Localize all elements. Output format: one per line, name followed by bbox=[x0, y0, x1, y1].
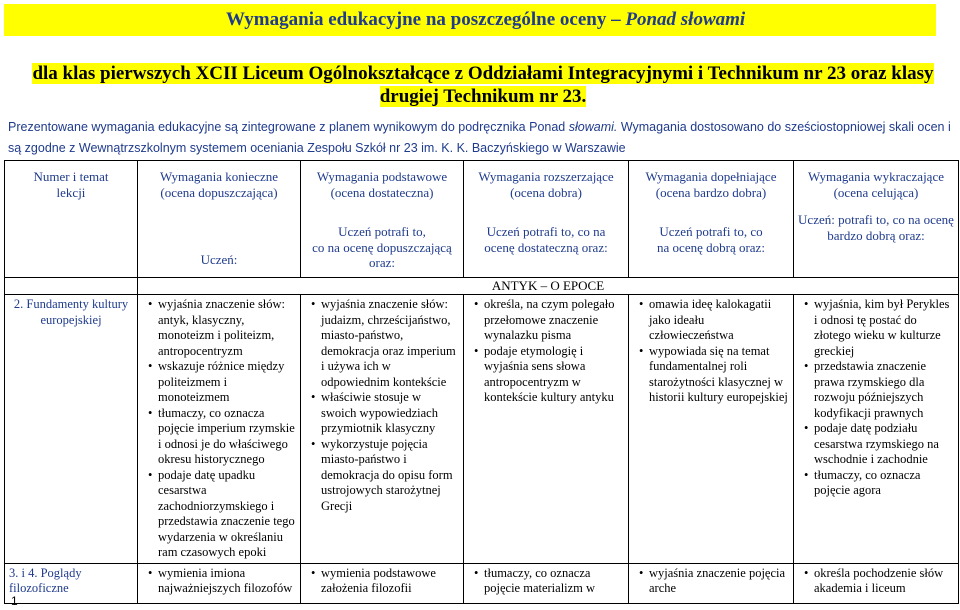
list-item: • tłumaczy, co oznacza pojęcie agora bbox=[806, 468, 954, 499]
header-line: (ocena dobra) bbox=[510, 184, 582, 200]
header-line: (ocena celująca) bbox=[833, 184, 919, 200]
header-line: ocenę dostateczną oraz: bbox=[484, 239, 608, 255]
header-line: Uczeń potrafi to, co na bbox=[486, 224, 606, 239]
header-required bbox=[138, 161, 301, 278]
lesson-title: 2. Fundamenty kultury europejskiej bbox=[5, 295, 138, 564]
lesson-title: 3. i 4. Poglądy filozoficzne bbox=[5, 563, 138, 603]
list-item: • wymienia imiona najważniejszych filozofów bbox=[150, 566, 296, 597]
header-line: na ocenę dobrą oraz: bbox=[657, 239, 765, 255]
section-title: ANTYK – O EPOCE bbox=[138, 278, 959, 295]
table-row bbox=[5, 563, 959, 603]
list-item: • wypowiada się na temat fundamentalnej roli starożytności klasycznej w historii kultury europejskiej bbox=[641, 344, 789, 406]
header-line: Uczeń: potrafi to, co na ocenę bbox=[798, 212, 954, 227]
list-item: • wymienia podstawowe założenia filozofii bbox=[313, 566, 459, 597]
list-item: • podaje datę upadku cesarstwa zachodniorzymskiego i przedstawia znaczenie tego wydarzenia w określaniu ram czasowych epoki bbox=[150, 468, 296, 561]
header-line: Wymagania konieczne bbox=[160, 169, 278, 184]
exceeding-cell bbox=[794, 295, 959, 564]
complementary-cell bbox=[629, 563, 794, 603]
list-item: • wyjaśnia znaczenie słów: judaizm, chrześcijaństwo, miasto-państwo, demokracja oraz imperium i używa ich w odpowiednim kontekście bbox=[313, 297, 459, 390]
list-item: • określa, na czym polegało przełomowe znaczenie wynalazku pisma bbox=[476, 297, 624, 344]
table-header-row bbox=[5, 161, 959, 278]
list-item: • wyjaśnia, kim był Perykles i odnosi tę postać do złotego wieku w kulturze greckiej bbox=[806, 297, 954, 359]
document-title bbox=[4, 4, 936, 36]
header-line: (ocena dostateczna) bbox=[330, 184, 434, 200]
header-line: Uczeń potrafi to, co bbox=[659, 224, 763, 239]
header-line: co na ocenę dopuszczającą oraz: bbox=[312, 239, 452, 270]
basic-cell bbox=[301, 563, 464, 603]
header-line: Wymagania rozszerzające bbox=[478, 169, 614, 184]
header-exceeding bbox=[794, 161, 959, 278]
basic-cell bbox=[301, 295, 464, 564]
list-item: • tłumaczy, co oznacza pojęcie materializm w bbox=[476, 566, 624, 597]
complementary-cell bbox=[629, 295, 794, 564]
header-basic bbox=[301, 161, 464, 278]
header-line: lekcji bbox=[56, 184, 86, 200]
exceeding-cell bbox=[794, 563, 959, 603]
list-item: • właściwie stosuje w swoich wypowiedziach przymiotnik klasyczny bbox=[313, 390, 459, 437]
section-spacer bbox=[5, 278, 138, 295]
list-item: • podaje datę podziału cesarstwa rzymskiego na wschodnie i zachodnie bbox=[806, 421, 954, 468]
required-cell bbox=[138, 295, 301, 564]
header-lesson bbox=[5, 161, 138, 278]
title-italic: Ponad słowami bbox=[625, 9, 746, 30]
intro-italic: słowami. bbox=[568, 120, 618, 134]
header-line: (ocena bardzo dobra) bbox=[655, 184, 767, 200]
required-cell bbox=[138, 563, 301, 603]
list-item: • wyjaśnia znaczenie pojęcia arche bbox=[641, 566, 789, 597]
list-item: • określa pochodzenie słów akademia i liceum bbox=[806, 566, 954, 597]
requirements-table bbox=[4, 160, 959, 604]
list-item: • omawia ideę kalokagatii jako ideału człowieczeństwa bbox=[641, 297, 789, 344]
header-line: (ocena dopuszczająca) bbox=[160, 184, 278, 200]
page-number: 1 bbox=[11, 594, 18, 608]
list-item: • tłumaczy, co oznacza pojęcie imperium rzymskie i odnosi je do właściwego okresu historycznego bbox=[150, 406, 296, 468]
list-item: • wykorzystuje pojęcia miasto-państwo i demokracja do opisu form ustrojowych starożytnej Grecji bbox=[313, 437, 459, 515]
intro-part1: Prezentowane wymagania edukacyjne są zintegrowane z planem wynikowym do podręcznika Ponad bbox=[8, 120, 569, 134]
intro-paragraph bbox=[8, 117, 954, 159]
header-line: Uczeń: bbox=[200, 252, 238, 267]
header-line: Wymagania podstawowe bbox=[316, 169, 448, 184]
header-line: Uczeń potrafi to, bbox=[338, 224, 426, 239]
list-item: • podaje etymologię i wyjaśnia sens słowa antropocentryzm w kontekście kultury antyku bbox=[476, 344, 624, 406]
extended-cell bbox=[464, 295, 629, 564]
document-subtitle bbox=[28, 62, 938, 108]
table-row bbox=[5, 295, 959, 564]
header-line: Numer i temat bbox=[33, 169, 109, 184]
subtitle-text: dla klas pierwszych XCII Liceum Ogólnokształcące z Oddziałami Integracyjnymi i Technikum nr 23 oraz klasy drugiej Technikum nr 23. bbox=[32, 63, 934, 107]
header-line: Wymagania wykraczające bbox=[808, 169, 944, 184]
header-complementary bbox=[629, 161, 794, 278]
title-main: Wymagania edukacyjne na poszczególne oceny – bbox=[226, 9, 626, 30]
intro-part2: Wymagania dostosowano do sześciostopniowej skali ocen i są zgodne z Wewnątrzszkolnym systemem oceniania Zespołu Szkół nr 23 im. K. K. Baczyńskiego w Warszawie bbox=[8, 120, 951, 155]
list-item: • wyjaśnia znaczenie słów: antyk, klasyczny, monoteizm i politeizm, antropocentryzm bbox=[150, 297, 296, 359]
header-line: Wymagania dopełniające bbox=[645, 169, 777, 184]
list-item: • przedstawia znaczenie prawa rzymskiego dla rozwoju późniejszych kodyfikacji prawnych bbox=[806, 359, 954, 421]
extended-cell bbox=[464, 563, 629, 603]
list-item: • wskazuje różnice między politeizmem i monoteizmem bbox=[150, 359, 296, 406]
section-row bbox=[5, 278, 959, 295]
header-extended bbox=[464, 161, 629, 278]
header-line: bardzo dobrą oraz: bbox=[827, 227, 925, 243]
